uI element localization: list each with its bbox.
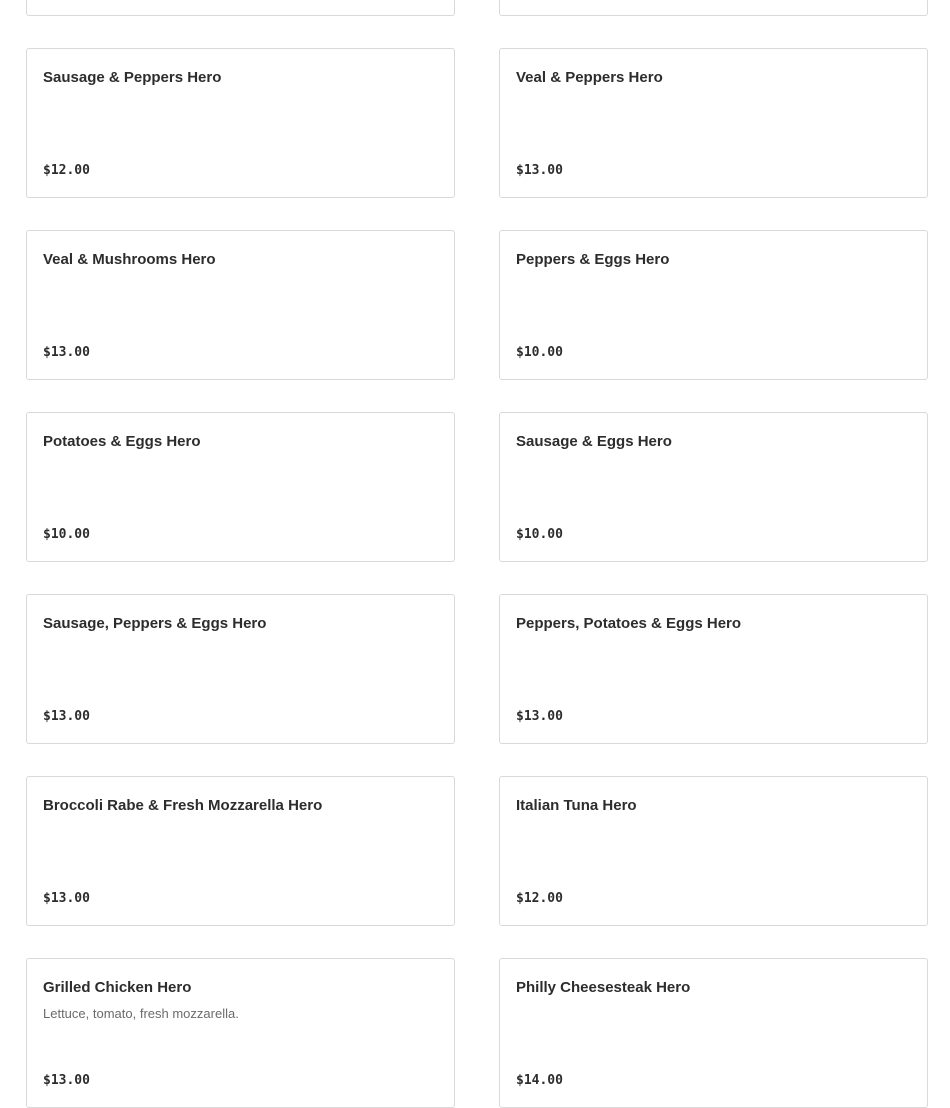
menu-item-card[interactable]: [499, 412, 928, 562]
menu-item-name: Broccoli Rabe & Fresh Mozzarella Hero: [43, 797, 323, 814]
menu-item-name: Peppers, Potatoes & Eggs Hero: [516, 615, 742, 632]
menu-item-card[interactable]: [26, 412, 455, 562]
menu-item-price: $14.00: [516, 1073, 563, 1088]
menu-item-price: $12.00: [43, 163, 90, 178]
menu-item-card[interactable]: [26, 594, 455, 744]
menu-item-card[interactable]: [499, 594, 928, 744]
menu-item-price: $13.00: [43, 709, 90, 724]
menu-item-description: Lettuce, tomato, fresh mozzarella.: [43, 1006, 239, 1021]
menu-item-name: Veal & Peppers Hero: [516, 69, 663, 86]
menu-item-name: Peppers & Eggs Hero: [516, 251, 670, 268]
menu-item-card[interactable]: [499, 48, 928, 198]
menu-item-price: $12.00: [516, 891, 563, 906]
menu-item-card[interactable]: [499, 230, 928, 380]
menu-item-name: Grilled Chicken Hero: [43, 979, 192, 996]
menu-item-name: Philly Cheesesteak Hero: [516, 979, 691, 996]
menu-item-name: Veal & Mushrooms Hero: [43, 251, 216, 268]
menu-item-name: Sausage, Peppers & Eggs Hero: [43, 615, 267, 632]
menu-item-price: $13.00: [516, 709, 563, 724]
menu-items-grid: [26, 0, 928, 1108]
menu-item-price: $10.00: [43, 527, 90, 542]
menu-item-card[interactable]: [26, 776, 455, 926]
menu-item-card[interactable]: [499, 958, 928, 1108]
menu-item-name: Sausage & Peppers Hero: [43, 69, 222, 86]
menu-item-price: $13.00: [43, 345, 90, 360]
menu-item-card[interactable]: [26, 0, 455, 16]
menu-item-card[interactable]: [499, 776, 928, 926]
menu-item-name: Sausage & Eggs Hero: [516, 433, 672, 450]
menu-item-card[interactable]: [26, 958, 455, 1108]
menu-item-price: $13.00: [43, 891, 90, 906]
menu-item-name: Italian Tuna Hero: [516, 797, 637, 814]
menu-item-price: $10.00: [516, 527, 563, 542]
menu-item-price: $10.00: [516, 345, 563, 360]
menu-item-card[interactable]: [26, 230, 455, 380]
menu-item-card[interactable]: [499, 0, 928, 16]
menu-item-card[interactable]: [26, 48, 455, 198]
menu-item-price: $13.00: [43, 1073, 90, 1088]
menu-item-price: $13.00: [516, 163, 563, 178]
menu-item-name: Potatoes & Eggs Hero: [43, 433, 201, 450]
